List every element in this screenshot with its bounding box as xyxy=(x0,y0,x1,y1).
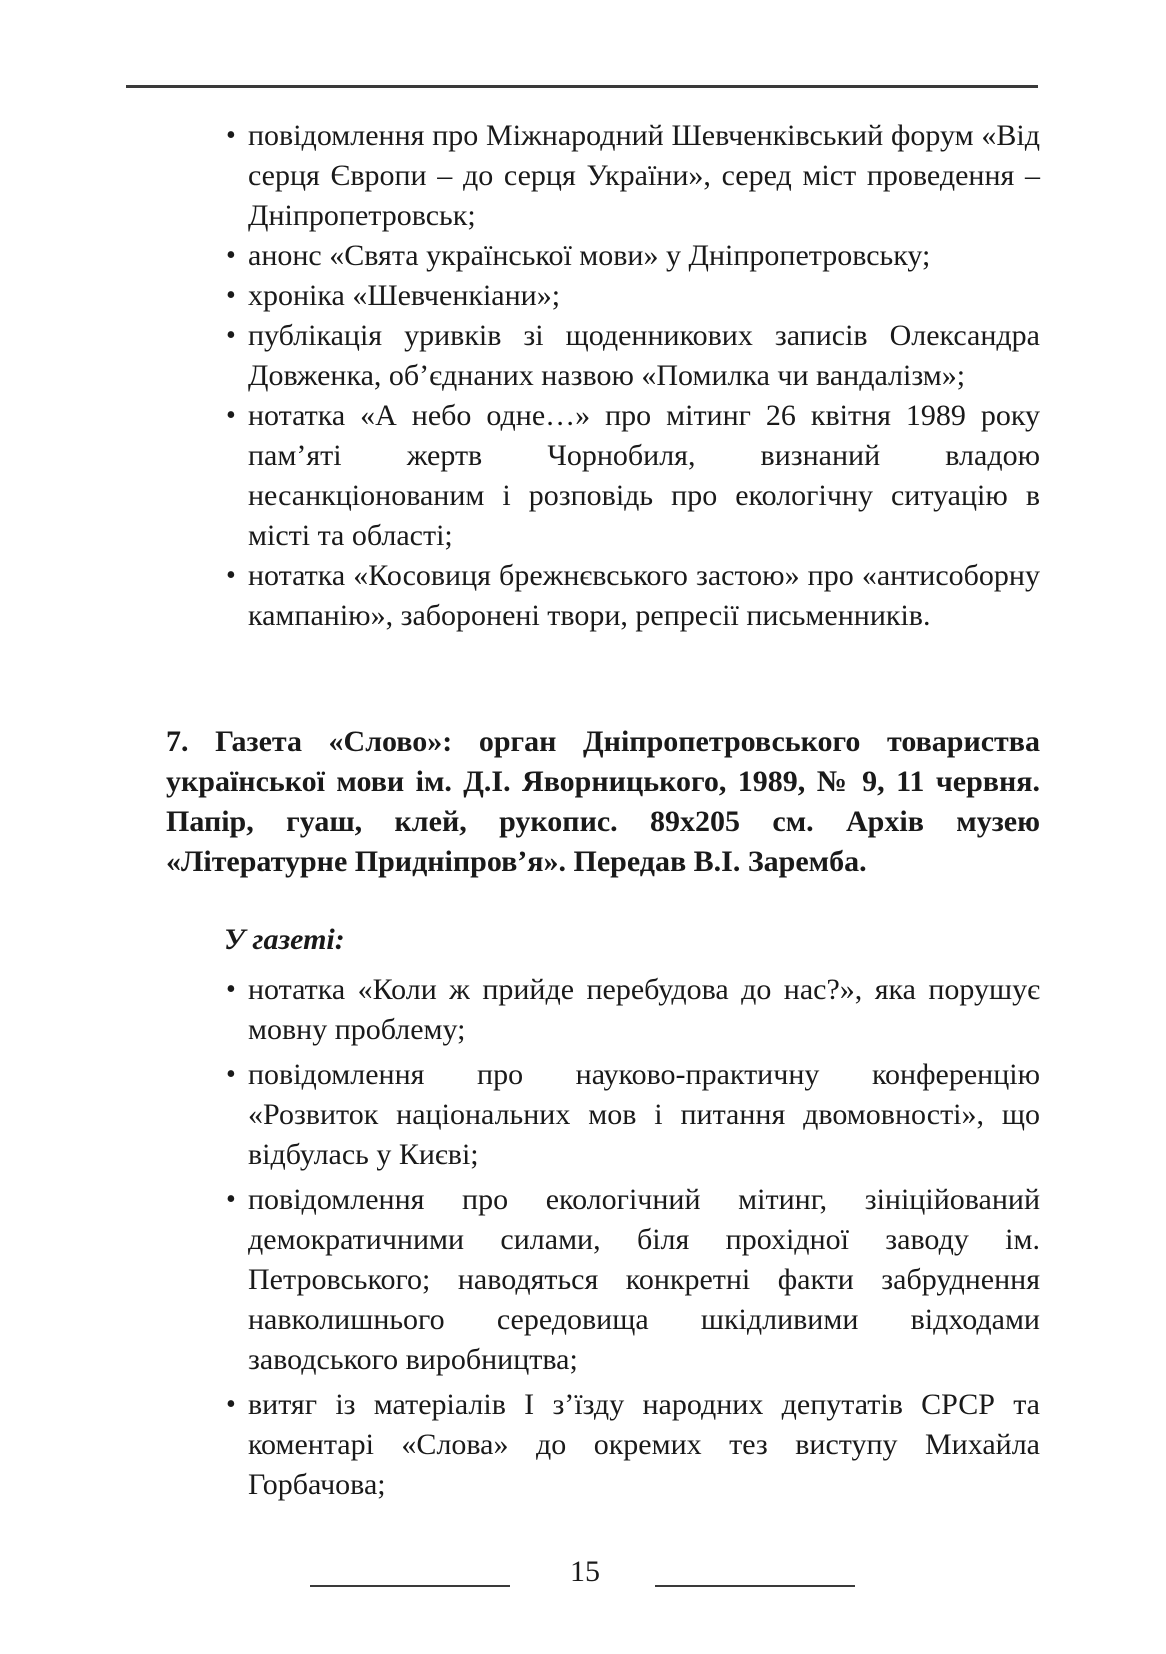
list-item xyxy=(226,236,1040,276)
list-item-text: повідомлення про науково-практичну конференцію «Розвиток національних мов і питання двомовності», що відбулась у Києві; xyxy=(248,1058,1040,1171)
bullet-icon: • xyxy=(226,240,236,271)
list-item-text: повідомлення про Міжнародний Шевченківський форум «Від серця Європи – до серця України», серед міст проведення – Дніпропетровськ; xyxy=(248,119,1040,232)
list-item xyxy=(226,116,1040,236)
list-item xyxy=(226,316,1040,396)
page-number: 15 xyxy=(570,1555,600,1588)
footer-rule-left xyxy=(310,1585,510,1587)
header-rule xyxy=(126,85,1038,88)
list-item-text: витяг із матеріалів І з’їзду народних депутатів СРСР та коментарі «Слова» до окремих тез виступу Михайла Горбачова; xyxy=(248,1388,1040,1501)
entry-subheading: У газеті: xyxy=(224,923,345,956)
bullet-icon: • xyxy=(226,1184,236,1215)
bullet-icon: • xyxy=(226,1389,236,1420)
list-item xyxy=(226,556,1040,636)
list-item xyxy=(226,396,1040,556)
entry-heading: 7. Газета «Слово»: орган Дніпропетровського товариства української мови ім. Д.І. Яворницького, 1989, № 9, 11 червня. Папір, гуаш, клей, рукопис. 89х205 см. Архів музею «Літературне Придніпров’я». Передав В.І. Заремба. xyxy=(166,725,1040,878)
list-item xyxy=(226,1055,1040,1175)
list-item-text: анонс «Свята української мови» у Дніпропетровську; xyxy=(248,239,931,272)
bullet-icon: • xyxy=(226,120,236,151)
footer-rule-right xyxy=(655,1585,855,1587)
list-item-text: повідомлення про екологічний мітинг, зініційований демократичними силами, біля прохідної заводу ім. Петровського; наводяться конкретні факти забруднення навколишнього середовища шкідливими відходами заводського виробництва; xyxy=(248,1183,1040,1376)
bullet-list-newspaper xyxy=(226,970,1040,1510)
bullet-icon: • xyxy=(226,280,236,311)
list-item-text: нотатка «Коли ж прийде перебудова до нас?», яка порушує мовну проблему; xyxy=(248,973,1040,1046)
list-item xyxy=(226,1180,1040,1380)
list-item xyxy=(226,276,1040,316)
list-item-text: хроніка «Шевченкіани»; xyxy=(248,279,561,312)
list-item-text: нотатка «Косовиця брежнєвського застою» про «антисоборну кампанію», заборонені твори, репресії письменників. xyxy=(248,559,1040,632)
bullet-list-continued xyxy=(226,116,1040,636)
bullet-icon: • xyxy=(226,400,236,431)
bullet-icon: • xyxy=(226,560,236,591)
list-item-text: нотатка «А небо одне…» про мітинг 26 квітня 1989 року пам’яті жертв Чорнобиля, визнаний владою несанкціонованим і розповідь про екологічну ситуацію в місті та області; xyxy=(248,399,1040,552)
bullet-icon: • xyxy=(226,974,236,1005)
list-item xyxy=(226,970,1040,1050)
bullet-icon: • xyxy=(226,1059,236,1090)
list-item-text: публікація уривків зі щоденникових записів Олександра Довженка, об’єднаних назвою «Помилка чи вандалізм»; xyxy=(248,319,1040,392)
list-item xyxy=(226,1385,1040,1505)
bullet-icon: • xyxy=(226,320,236,351)
